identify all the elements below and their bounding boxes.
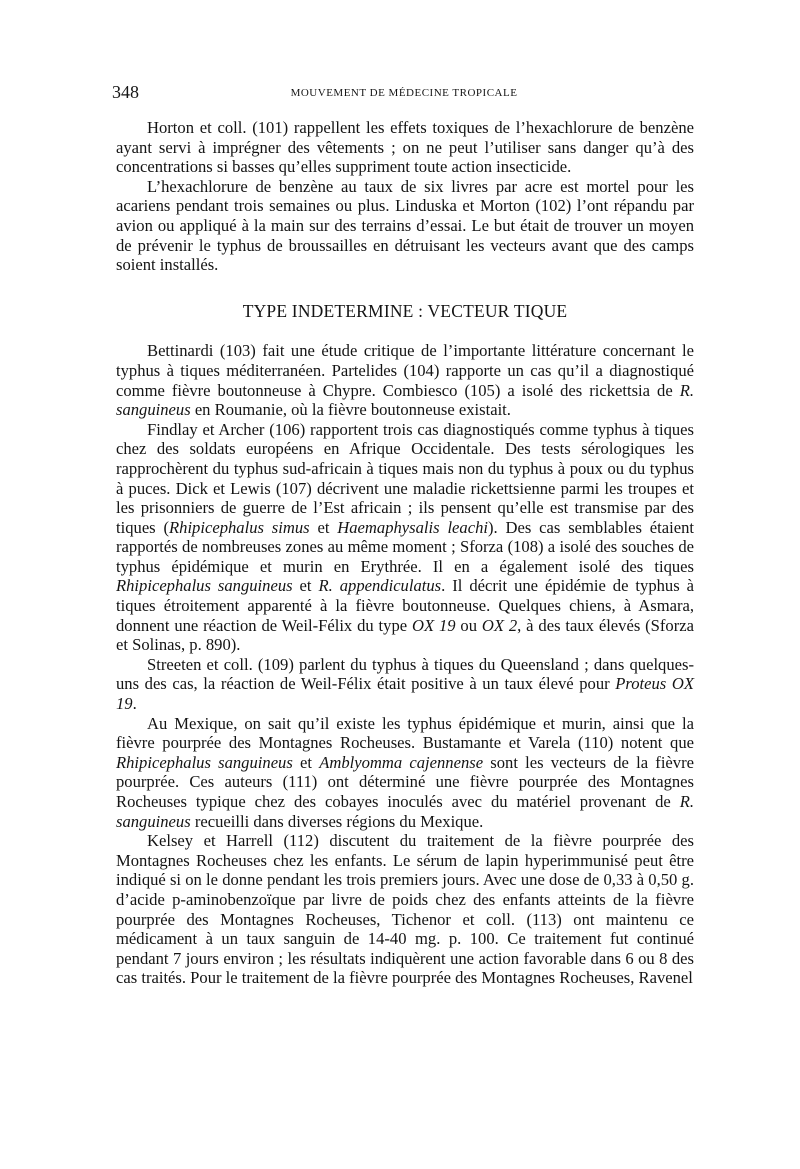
text-run: ). Des cas semblables étaient rapportés de nombreuses zones au même moment ; Sforza (108) a isolé des souches de typhus épidémique et murin en Erythrée. Il en a également isolé des tiques bbox=[116, 517, 695, 576]
text-run: Streeten et coll. (109) parlent du typhus à tiques du Queensland ; dans quelques-uns des cas, la réaction de Weil-Félix était positive à un taux élevé pour bbox=[116, 654, 694, 694]
page-header bbox=[112, 82, 696, 104]
para-findlay bbox=[116, 420, 694, 655]
text-run: sont les vecteurs de la fièvre pourprée. Ces auteurs (111) ont déterminé une fièvre pourprée des Montagnes Rocheuses typique chez des cobayes inoculés avec du matériel provenant de bbox=[116, 752, 694, 811]
para-mexique bbox=[116, 714, 694, 832]
text-run: . bbox=[132, 694, 137, 714]
page-number: 348 bbox=[112, 82, 139, 102]
italic-term: Haemaphysalis leachi bbox=[337, 517, 488, 537]
italic-term: R. sanguineus bbox=[116, 380, 694, 420]
italic-term: OX 19 bbox=[411, 615, 456, 635]
text-run: Kelsey et Harrell (112) discutent du traitement de la fièvre pourprée des Montagnes Rocheuses chez les enfants. Le sérum de lapin hyperimmunisé peut être indiqué si on le donne pendant les trois premiers jours. Avec une dose de 0,33 à 0,50 g. d’acide p-aminobenzoïque par livre de poids chez des enfants atteints de la fièvre pourprée des Montagnes Rocheuses, Tichenor et coll. (113) ont maintenu ce médicament à un taux sanguin de 14-40 mg. p. 100. Ce traitement fut continué pendant 7 jours environ ; les résultats indiquèrent une action favorable dans 6 ou 8 des cas traités. Pour le traitement de la fièvre pourprée des Montagnes Rocheuses, Ravenel bbox=[116, 831, 694, 988]
text-run: Au Mexique, on sait qu’il existe les typhus épidémique et murin, ainsi que la fièvre pourprée des Montagnes Rocheuses. Bustamante et Varela (110) notent que bbox=[116, 713, 694, 753]
article-body bbox=[116, 118, 694, 988]
italic-term: Rhipicephalus sanguineus bbox=[116, 752, 293, 772]
text-run: recueilli dans diverses régions du Mexique. bbox=[190, 811, 484, 831]
text-run: , à des taux élevés (Sforza et Solinas, p. 890). bbox=[116, 615, 694, 655]
text-run: en Roumanie, où la fièvre boutonneuse existait. bbox=[190, 400, 511, 420]
text-run: Findlay et Archer (106) rapportent trois cas diagnostiqués comme typhus à tiques chez des soldats européens en Afrique Occidentale. Des tests sérologiques les rapprochèrent du typhus sud-africain à tiques mais non du typhus à poux ou du typhus à puces. Dick et Lewis (107) décrivent une maladie rickettsienne parmi les troupes et les prisonniers de guerre de l’Est africain ; ils pensent qu’elle est transmise par des tiques ( bbox=[116, 419, 694, 537]
text-run: L’hexachlorure de benzène au taux de six livres par acre est mortel pour les acariens pendant trois semaines ou plus. Linduska et Morton (102) l’ont répandu par avion ou appliqué à la main sur des terrains d’essai. Le but était de trouver un moyen de prévenir le typhus de broussailles en détruisant les vecteurs avant que des camps soient installés. bbox=[116, 176, 694, 275]
text-run: Horton et coll. (101) rappellent les effets toxiques de l’hexachlorure de benzène ayant servi à imprégner des vêtements ; on ne peut l’utiliser sans danger qu’à des concentrations si basses qu’elles suppriment toute action insecticide. bbox=[116, 118, 694, 177]
running-title: MOUVEMENT DE MÉDECINE TROPICALE bbox=[290, 87, 518, 99]
italic-term: Proteus OX 19 bbox=[116, 674, 694, 714]
para-hexachlorure bbox=[116, 177, 694, 275]
italic-term: OX 2 bbox=[481, 615, 518, 635]
para-bettinardi bbox=[116, 341, 694, 419]
italic-term: R. sanguineus bbox=[116, 792, 694, 831]
para-horton bbox=[116, 118, 694, 177]
italic-term: Rhipicephalus simus bbox=[169, 517, 310, 537]
para-streeten bbox=[116, 655, 694, 714]
text-run: et bbox=[292, 576, 319, 596]
italic-term: Rhipicephalus sanguineus bbox=[116, 576, 293, 596]
text-run: . Il décrit une épidémie de typhus à tiques étroitement apparenté à la fièvre boutonneuse. Quelques chiens, à Asmara, donnent une réaction de Weil-Félix du type bbox=[116, 576, 695, 635]
italic-term: R. appendiculatus bbox=[318, 576, 442, 596]
text-run: et bbox=[309, 517, 338, 537]
text-run: ou bbox=[455, 615, 482, 635]
para-kelsey bbox=[116, 831, 694, 988]
section-heading: TYPE INDETERMINE : VECTEUR TIQUE bbox=[242, 300, 568, 321]
italic-term: Amblyomma cajennense bbox=[319, 752, 484, 772]
text-run: Bettinardi (103) fait une étude critique de l’importante littérature concernant le typhus à tiques méditerranéen. Partelides (104) rapporte un cas qu’il a diagnostiqué comme fièvre boutonneuse à Chypre. Combiesco (105) a isolé des rickettsia de bbox=[116, 341, 694, 400]
text-run: et bbox=[292, 752, 320, 772]
